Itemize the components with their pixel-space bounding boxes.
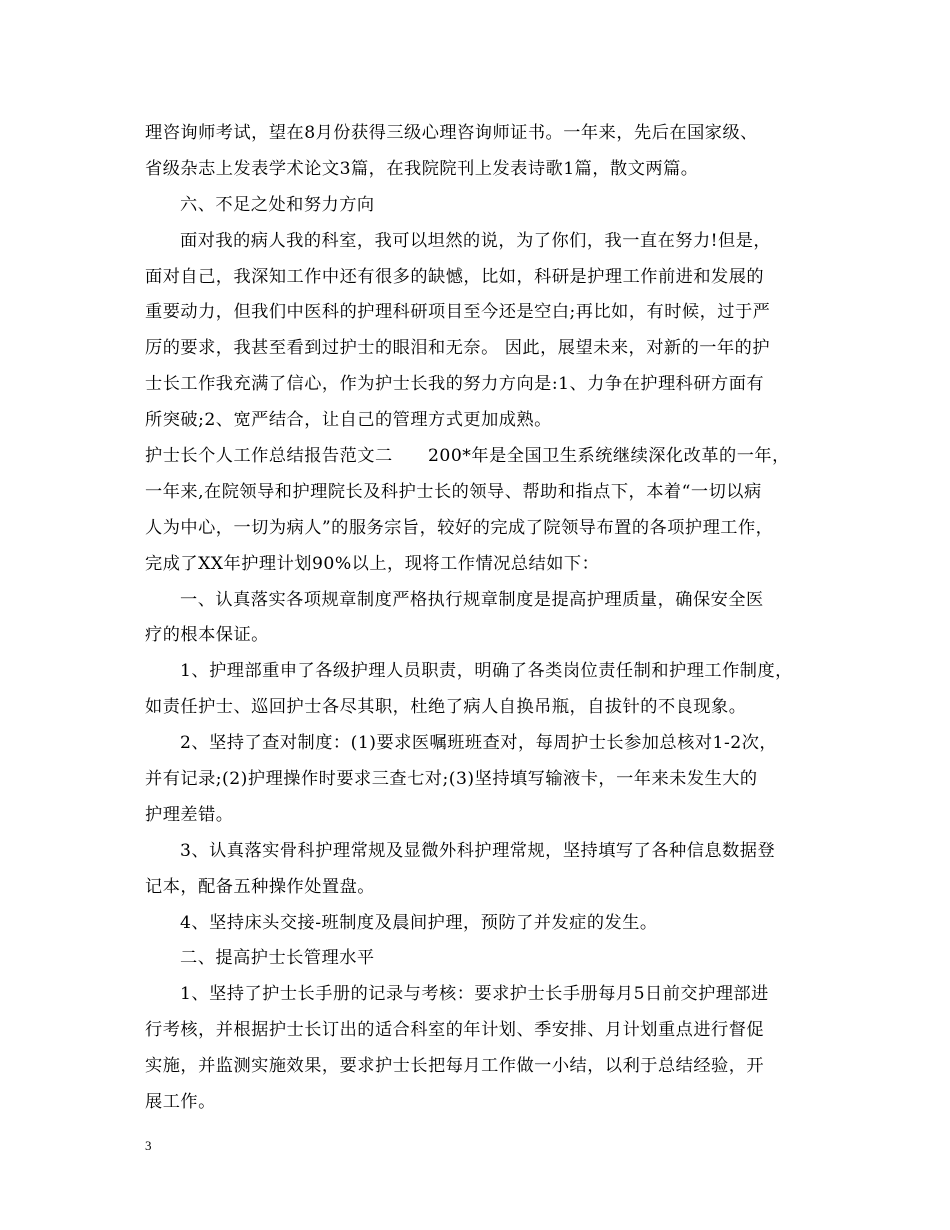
text-line: 3、认真落实骨科护理常规及显微外科护理常规，坚持填写了各种信息数据登 [180,840,776,861]
text-line: 六、不足之处和努力方向 [180,194,375,215]
text-line: 1、坚持了护士长手册的记录与考核：要求护士长手册每月5日前交护理部进 [180,984,769,1005]
page-number: 3 [145,1138,152,1153]
text-line: 人为中心，一切为病人”的服务宗旨，较好的完成了院领导布置的各项护理工作， [145,517,774,538]
text-line: 2、坚持了查对制度：(1)要求医嘱班班查对，每周护士长参加总核对1-2次， [180,733,778,754]
text-line: 展工作。 [145,1092,216,1113]
text-line: 4、坚持床头交接-班制度及晨间护理，预防了并发症的发生。 [180,912,658,933]
document-body [145,116,825,1121]
text-line: 省级杂志上发表学术论文3篇，在我院院刊上发表诗歌1篇，散文两篇。 [145,158,699,179]
text-line: 疗的根本保证。 [145,625,269,646]
text-line: 面对我的病人我的科室，我可以坦然的说，为了你们，我一直在努力!但是， [180,230,772,251]
text-line: 所突破;2、宽严结合，让自己的管理方式更加成熟。 [145,410,552,431]
text-line: 一、认真落实各项规章制度严格执行规章制度是提高护理质量，确保安全医 [180,589,764,610]
text-line: 重要动力，但我们中医科的护理科研项目至今还是空白;再比如，有时候，过于严 [145,302,771,323]
text-line: 一年来,在院领导和护理院长及科护士长的领导、帮助和指点下，本着“一切以病 [145,481,762,502]
text-line: 如责任护士、巡回护士各尽其职，杜绝了病人自换吊瓶，自拔针的不良现象。 [145,697,747,718]
text-line: 并有记录;(2)护理操作时要求三查七对;(3)坚持填写输液卡，一年来未发生大的 [145,769,758,790]
text-line: 完成了XX年护理计划90%以上，现将工作情况总结如下： [145,553,600,574]
text-line: 二、提高护士长管理水平 [180,948,375,969]
text-line: 记本，配备五种操作处置盘。 [145,876,375,897]
text-line: 面对自己，我深知工作中还有很多的缺憾，比如，科研是护理工作前进和发展的 [145,266,765,287]
text-line: 厉的要求，我甚至看到过护士的眼泪和无奈。 因此，展望未来，对新的一年的护 [145,338,771,359]
text-line: 1、护理部重申了各级护理人员职责，明确了各类岗位责任制和护理工作制度， [180,661,793,682]
text-line: 士长工作我充满了信心，作为护士长我的努力方向是:1、力争在护理科研方面有 [145,374,765,395]
text-line: 护理差错。 [145,804,234,825]
text-line: 护士长个人工作总结报告范文二 200*年是全国卫生系统继续深化改革的一年， [145,446,790,467]
text-line: 行考核，并根据护士长订出的适合科室的年计划、季安排、月计划重点进行督促 [145,1020,765,1041]
text-line: 实施，并监测实施效果，要求护士长把每月工作做一小结，以利于总结经验，开 [145,1056,765,1077]
text-line: 理咨询师考试，望在8月份获得三级心理咨询师证书。一年来，先后在国家级、 [145,123,758,143]
